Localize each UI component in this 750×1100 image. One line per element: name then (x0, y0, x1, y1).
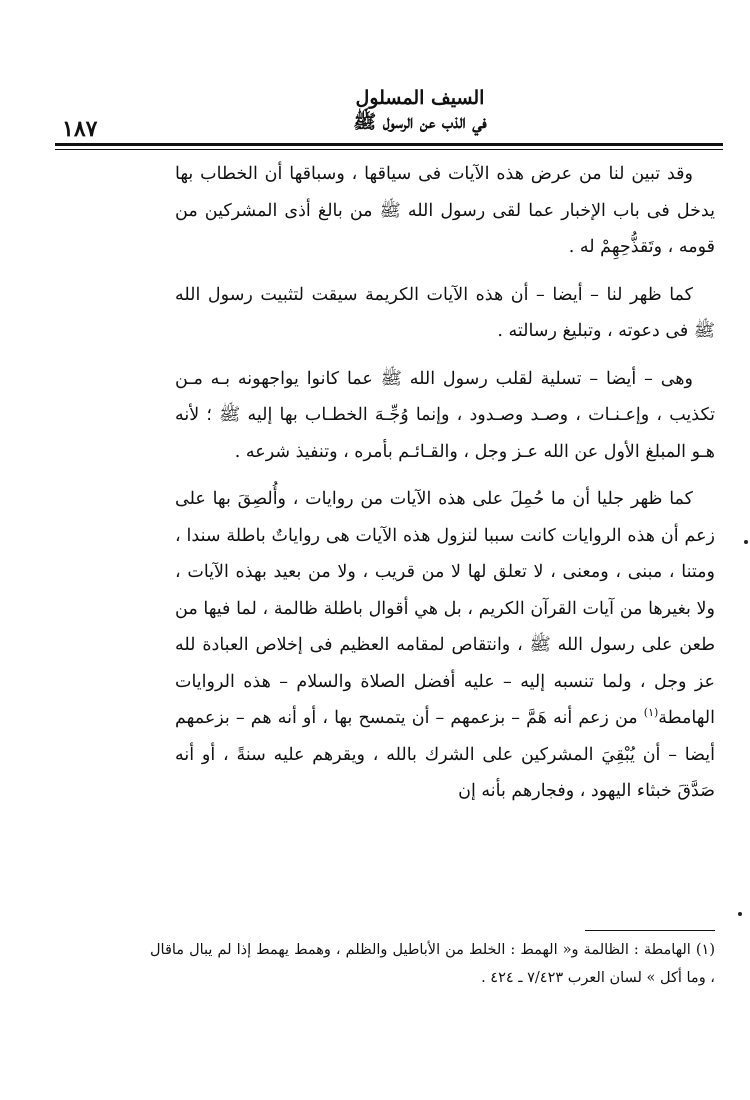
paragraph-4 (175, 481, 715, 810)
footnote-separator (585, 930, 715, 931)
page-number: ١٨٧ (62, 116, 98, 142)
footnote (150, 936, 715, 992)
running-header (320, 86, 520, 134)
paragraph-3: وهى – أيضا – تسلية لقلب رسول الله ﷺ عما كانوا يواجهونه بـه مـن تكذيب ، وإعـنـات ، وصـد وصـدود ، وإنما وُجِّـهَ الخطـاب بها إليه ﷺ ؛ لأنه هـو المبلغ الأول عن الله عـز وجل ، والقـائـم بأمره ، وتنفيذ شرعه . (175, 368, 715, 462)
paragraph-4-text: كما ظهر جليا أن ما حُمِلَ على هذه الآيات من روايات ، وأُلصِقَ بها على زعم أن هذه الروايات كانت سببا لنزول هذه الآيات هى رواياتٌ باطلة سندا ، ومتنا ، مبنى ، ومعنى ، لا تعلق لها لا من قريب ، ولا من بعيد بهذه الآيات ، ولا بغيرها من آيات القرآن الكريم ، بل هي أقوال باطلة ظالمة ، لما فيها من طعن على رسول الله ﷺ ، وانتقاص لمقامه العظيم فى إخلاص العبادة لله عز وجل ، ولما تنسبه إليه – عليه أفضل الصلاة والسلام – هذه الروايات الهامطة (175, 489, 715, 728)
footnote-text: (١) الهامطة : الظالمة و« الهمط : الخلط من الأباطيل والظلم ، وهمط يهمط إذا لم يبال ماقال ، وما أكل » لسان العرب ٧/٤٢٣ ـ ٤٢٤ . (150, 942, 715, 986)
scan-mark (744, 540, 748, 544)
paragraph-4-text-after: من زعم أنه هَمَّ – بزعمهم – أن يتمسح بها ، أو أنه هم – بزعمهم أيضا – أن يُبْقِيَ المشركين على الشرك بالله ، ويقرهم عليه سنةً ، أو أنه صَدَّقَ خبثاء اليهود ، وفجارهم بأنه إن (175, 708, 715, 801)
paragraph-2: كما ظهر لنا – أيضا – أن هذه الآيات الكريمة سيقت لتثبيت رسول الله ﷺ فى دعوته ، وتبليغ رسالته . (175, 284, 715, 341)
header-rule-thin (55, 149, 723, 150)
paragraph-1: وقد تبين لنا من عرض هذه الآيات فى سياقها ، وسباقها أن الخطاب بها يدخل فى باب الإخبار عما لقى رسول الله ﷺ من بالغ أذى المشركين من قومه ، وتَقذُّحِهِمْ له . (175, 164, 715, 257)
footnote-reference: (١) (643, 706, 659, 720)
header-title-line2: في الذب عن الرسول ﷺ (353, 111, 487, 133)
scan-mark (738, 912, 742, 916)
main-text (175, 156, 715, 810)
header-title-line1: السيف المسلول (355, 87, 485, 109)
header-rule-thick (55, 143, 723, 146)
